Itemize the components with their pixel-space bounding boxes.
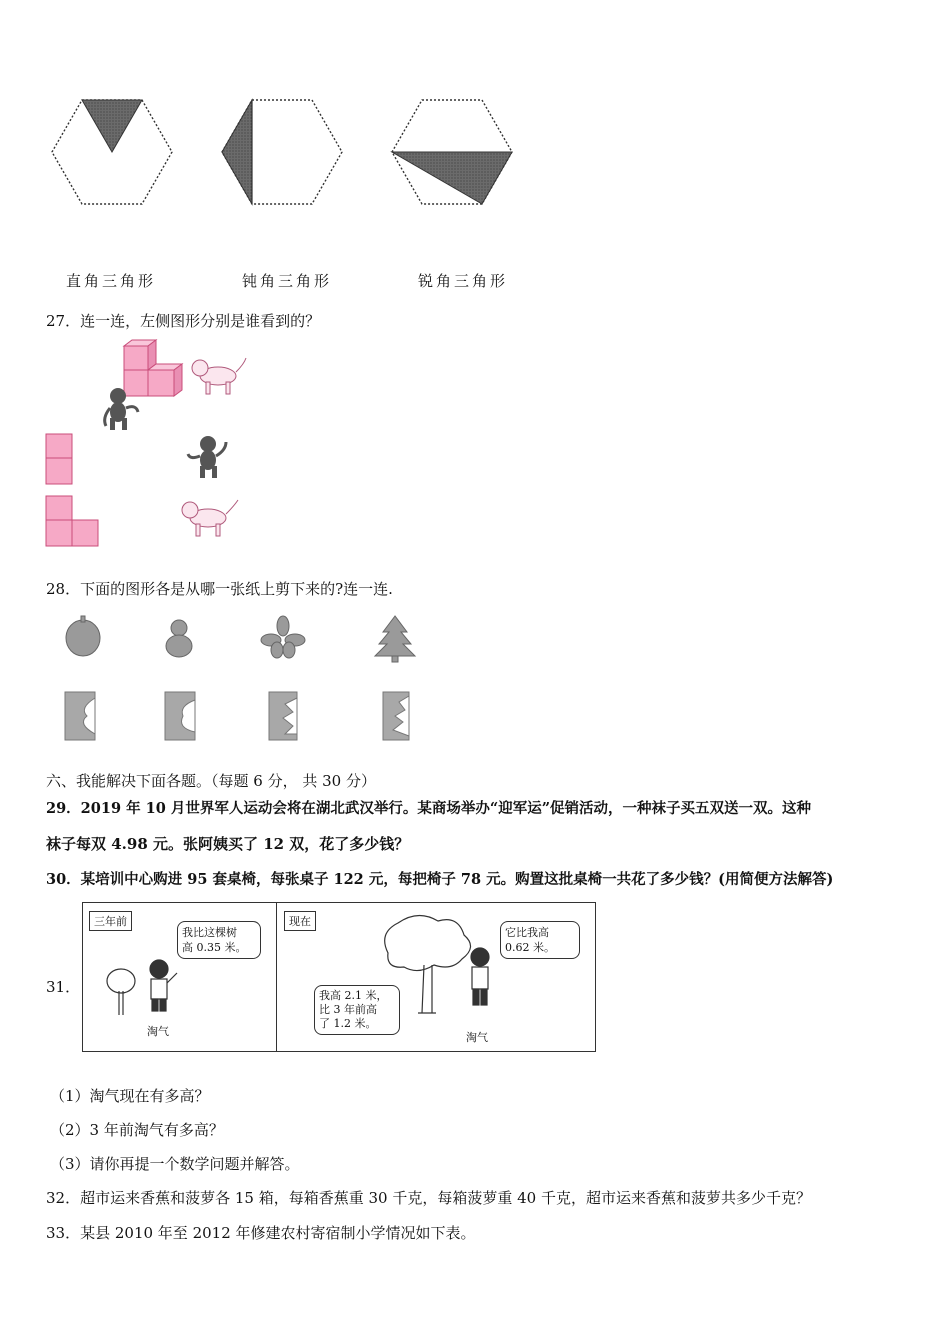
bubble-tree-line3: 了 1.2 米。 (319, 1017, 377, 1030)
section-6-heading: 六、我能解决下面各题。（每题 6 分， 共 30 分） (46, 772, 376, 790)
comic-panel-past (83, 903, 277, 1051)
hexagon-acute-triangle (392, 100, 512, 204)
caption-obtuse-triangle: 钝角三角形 (242, 272, 333, 290)
dog-icon-answer (182, 500, 238, 536)
speech-bubble-now (500, 921, 580, 959)
boy-icon (150, 960, 177, 1011)
paper-piece-4 (383, 692, 409, 740)
gourd-shape (166, 620, 192, 657)
bubble-now-line1: 它比我高 (505, 926, 549, 939)
speech-bubble-tree (314, 985, 400, 1035)
paper-piece-3 (269, 692, 297, 740)
question-31-label: 31． (46, 978, 81, 996)
question-31-sub2: （2）3 年前淘气有多高？ (50, 1121, 224, 1139)
dog-icon (192, 358, 246, 394)
bubble-now-line2: 0.62 米。 (505, 941, 555, 954)
caption-acute-triangle: 锐角三角形 (418, 272, 509, 290)
q28-figure (55, 612, 425, 747)
question-27: 27．连一连，左侧图形分别是谁看到的？ (46, 312, 321, 330)
name-label-now: 淘气 (466, 1031, 488, 1044)
view-shape-l (46, 496, 98, 546)
question-29-line1: 29．2019 年 10 月世界军人运动会将在湖北武汉举行。某商场举办“迎军运”促销活动，一种袜子买五双送一双。这种 (46, 800, 812, 817)
bubble-past-line1: 我比这棵树 (182, 926, 237, 939)
past-scene (103, 943, 263, 1033)
paper-piece-1 (65, 692, 95, 740)
tree-shape (375, 616, 415, 662)
question-31-sub1: （1）淘气现在有多高？ (50, 1087, 210, 1105)
bubble-tree-line2: 比 3 年前高 (319, 1003, 377, 1016)
bubble-tree-line1: 我高 2.1 米， (319, 989, 388, 1002)
flower-shape (261, 616, 305, 658)
question-30: 30．某培训中心购进 95 套桌椅，每张桌子 122 元，每把椅子 78 元。购置这批桌椅一共花了多少钱？(用简便方法解答) (46, 871, 834, 888)
question-32: 32．超市运来香蕉和菠萝各 15 箱，每箱香蕉重 30 千克，每箱菠萝重 40 千克，超市运来香蕉和菠萝共多少千克？ (46, 1189, 811, 1207)
boy-icon-now (471, 948, 489, 1005)
panel-title-past: 三年前 (89, 911, 132, 931)
bubble-past-line2: 高 0.35 米。 (182, 941, 247, 954)
cube-structure (124, 340, 182, 396)
q31-comic (82, 902, 596, 1052)
q27-figure (40, 338, 270, 553)
question-33: 33．某县 2010 年至 2012 年修建农村寄宿制小学情况如下表。 (46, 1224, 476, 1242)
question-31-sub3: （3）请你再提一个数学问题并解答。 (50, 1155, 300, 1173)
question-28: 28．下面的图形各是从哪一张纸上剪下来的?连一连. (46, 580, 393, 598)
apple-shape (66, 616, 100, 656)
monkey-icon-answer (188, 436, 226, 478)
hexagon-obtuse-triangle (222, 100, 342, 204)
paper-piece-2 (165, 692, 195, 740)
hexagon-right-triangle (52, 100, 172, 204)
panel-title-now: 现在 (284, 911, 316, 931)
view-shape-vertical (46, 434, 72, 484)
caption-right-triangle: 直角三角形 (66, 272, 157, 290)
hexagon-figures (40, 90, 540, 215)
comic-panel-now (278, 903, 595, 1051)
small-tree-icon (107, 969, 135, 1015)
question-29-line2: 袜子每双 4.98 元。张阿姨买了 12 双，花了多少钱？ (46, 835, 410, 853)
name-label-past: 淘气 (147, 1025, 169, 1038)
